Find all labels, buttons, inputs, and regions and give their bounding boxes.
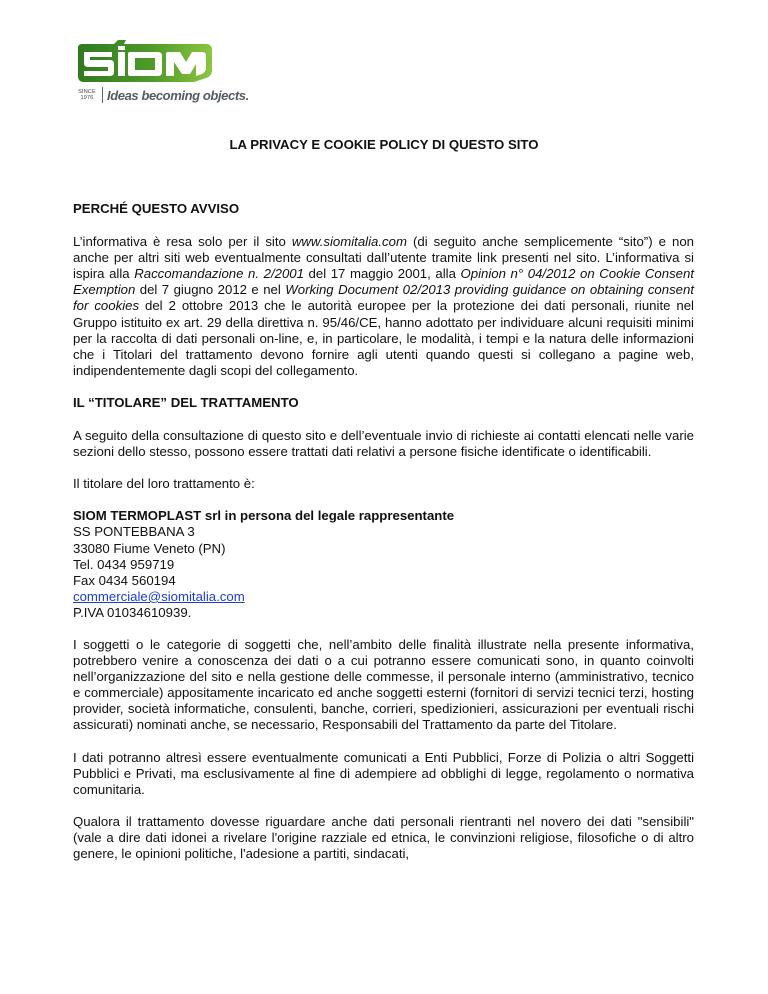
paragraph-controller-intro: Il titolare del loro trattamento è: (73, 476, 255, 492)
section-heading-data-controller: IL “TITOLARE” DEL TRATTAMENTO (73, 394, 299, 410)
paragraph-why-notice: L’informativa è resa solo per il sito www.siomitalia.com (di seguito anche semplicemente “sito”) e non anche per altri siti web eventualmente consultati dall’utente tramite link presenti nel sito. L’informativa si ispira alla Raccomandazione n. 2/2001 del 17 maggio 2001, alla Opinion n° 04/2012 on Cookie Consent Exemption del 7 giugno 2012 e nel Working Document 02/2013 providing guidance on obtaining consent for cookies del 2 ottobre 2013 che le autorità europee per la protezione dei dati personali, riunite nel Gruppo istituito ex art. 29 della direttiva n. 95/46/CE, hanno adottato per individuare alcuni requisiti minimi per la raccolta di dati personali on-line, e, in particolare, le modalità, i tempi e la natura delle informazioni che i Titolari del trattamento devono fornire agli utenti quando questi si collegano a pagine web, indipendentemente dagli scopi del collegamento. (73, 234, 695, 378)
logo-divider (102, 87, 103, 103)
controller-name: SIOM TERMOPLAST srl in persona del legale rappresentante (73, 508, 455, 524)
siom-logo (74, 40, 274, 106)
controller-contact-block (73, 508, 694, 621)
paragraph-recipients: I soggetti o le categorie di soggetti che, nell’ambito delle finalità illustrate nella presente informativa, potrebbero venire a conoscenza dei dati o a cui potranno essere comunicati sono, in quanto coinvolti nell’organizzazione del sito e nella gestione delle commesse, il personale interno (amministrativo, tecnico e commerciale) appositamente incaricato ed anche soggetti esterni (fornitori di servizi tecnici terzi, hosting provider, società informatiche, consulenti, banche, corrieri, spedizionieri, assicurazioni per eventuali rischi assicurati) nominati anche, se necessario, Responsabili del Trattamento da parte del Titolare. (73, 636, 694, 733)
controller-address: SS PONTEBBANA 3 (73, 524, 195, 540)
controller-fax: Fax 0434 560194 (73, 572, 176, 588)
paragraph-sensitive-data: Qualora il trattamento dovesse riguardare anche dati personali rientranti nel novero dei dati "sensibili" (vale a dire dati idonei a rivelare l'origine razziale ed etnica, le convinzioni religiose, filosofiche o di altro genere, le opinioni politiche, l'adesione a partiti, sindacati, (73, 813, 694, 861)
document-title: LA PRIVACY E COOKIE POLICY DI QUESTO SITO (229, 137, 539, 152)
section-heading-why-notice: PERCHÉ QUESTO AVVISO (73, 201, 240, 216)
document-body (73, 201, 694, 862)
siom-logo-mark-icon (74, 40, 214, 84)
paragraph-public-bodies: I dati potranno altresì essere eventualmente comunicati a Enti Pubblici, Forze di Polizia o altri Soggetti Pubblici e Privati, ma esclusivamente al fine di adempiere ad obblighi di legge, regolamento o normativa comunitaria. (73, 749, 694, 797)
logo-tagline: Ideas becoming objects. (107, 88, 249, 103)
controller-email-link[interactable]: commerciale@siomitalia.com (73, 588, 245, 604)
controller-city: 33080 Fiume Veneto (PN) (73, 540, 226, 556)
controller-phone: Tel. 0434 959719 (73, 556, 175, 572)
controller-vat: P.IVA 01034610939. (73, 604, 192, 620)
paragraph-consultation: A seguito della consultazione di questo sito e dell’eventuale invio di richieste ai contatti elencati nelle varie sezioni dello stesso, possono essere trattati dati relativi a persone fisiche identificate o identificabili. (73, 428, 694, 460)
since-1976-label: SINCE 1976 (78, 89, 96, 101)
